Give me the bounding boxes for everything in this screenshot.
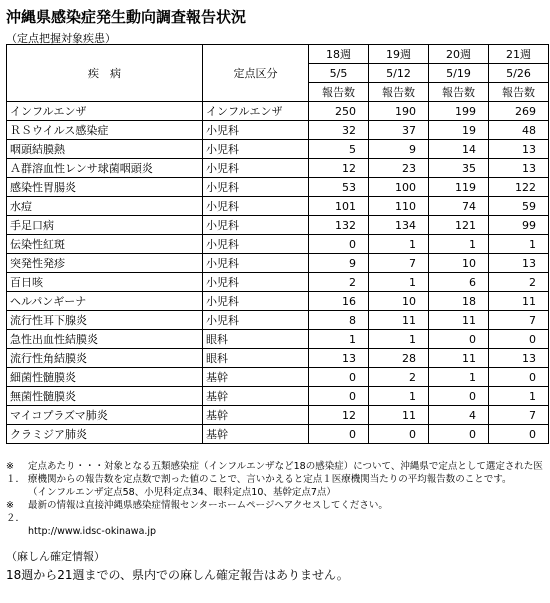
count-cell: 110 bbox=[369, 197, 429, 216]
category-cell: 基幹 bbox=[203, 425, 309, 444]
count-cell: 59 bbox=[489, 197, 549, 216]
count-cell: 13 bbox=[309, 349, 369, 368]
count-cell: 11 bbox=[369, 311, 429, 330]
date-header: 5/12 bbox=[369, 64, 429, 83]
count-cell: 7 bbox=[369, 254, 429, 273]
category-cell: 小児科 bbox=[203, 273, 309, 292]
count-cell: 13 bbox=[489, 159, 549, 178]
category-cell: 基幹 bbox=[203, 387, 309, 406]
table-row bbox=[7, 273, 549, 292]
count-cell: 2 bbox=[309, 273, 369, 292]
count-cell: 23 bbox=[369, 159, 429, 178]
count-cell: 11 bbox=[369, 406, 429, 425]
footnote-1-text: 定点あたり・・・対象となる五類感染症（インフルエンザなど18の感染症）について、沖縄県で定点として選定された医療機関からの報告数を定点数で割った値のことで、言いかえると定点１医療機関当たりの平均報告数のことです。 bbox=[28, 461, 543, 485]
count-cell: 0 bbox=[309, 368, 369, 387]
category-cell: 小児科 bbox=[203, 178, 309, 197]
table-row bbox=[7, 387, 549, 406]
count-cell: 7 bbox=[489, 311, 549, 330]
disease-name-cell: マイコプラズマ肺炎 bbox=[7, 406, 203, 425]
disease-name-cell: 咽頭結膜熱 bbox=[7, 140, 203, 159]
disease-name-cell: ＲＳウイルス感染症 bbox=[7, 121, 203, 140]
count-cell: 134 bbox=[369, 216, 429, 235]
category-cell: インフルエンザ bbox=[203, 102, 309, 121]
count-cell: 5 bbox=[309, 140, 369, 159]
count-cell: 0 bbox=[429, 425, 489, 444]
count-cell: 1 bbox=[429, 368, 489, 387]
count-cell: 74 bbox=[429, 197, 489, 216]
count-cell: 13 bbox=[489, 254, 549, 273]
category-cell: 小児科 bbox=[203, 159, 309, 178]
category-column-header: 定点区分 bbox=[203, 45, 309, 102]
table-row bbox=[7, 235, 549, 254]
count-cell: 18 bbox=[429, 292, 489, 311]
count-cell: 53 bbox=[309, 178, 369, 197]
count-cell: 190 bbox=[369, 102, 429, 121]
disease-name-cell: 流行性角結膜炎 bbox=[7, 349, 203, 368]
table-row bbox=[7, 178, 549, 197]
count-cell: 16 bbox=[309, 292, 369, 311]
count-cell: 0 bbox=[429, 330, 489, 349]
measles-text: 18週から21週までの、県内での麻しん確定報告はありません。 bbox=[6, 568, 349, 582]
disease-column-header: 疾 病 bbox=[7, 45, 203, 102]
table-row bbox=[7, 159, 549, 178]
category-cell: 小児科 bbox=[203, 311, 309, 330]
table-row bbox=[7, 311, 549, 330]
category-cell: 眼科 bbox=[203, 349, 309, 368]
count-label-header: 報告数 bbox=[309, 83, 369, 102]
count-cell: 100 bbox=[369, 178, 429, 197]
footnote-2-url-link[interactable]: http://www.idsc-okinawa.jp bbox=[28, 526, 157, 537]
count-label-header: 報告数 bbox=[369, 83, 429, 102]
count-cell: 11 bbox=[489, 292, 549, 311]
count-cell: 0 bbox=[489, 330, 549, 349]
count-cell: 1 bbox=[429, 235, 489, 254]
count-cell: 8 bbox=[309, 311, 369, 330]
count-cell: 35 bbox=[429, 159, 489, 178]
count-cell: 1 bbox=[369, 273, 429, 292]
count-cell: 0 bbox=[309, 387, 369, 406]
count-cell: 6 bbox=[429, 273, 489, 292]
footnote-2 bbox=[6, 499, 546, 525]
count-cell: 10 bbox=[429, 254, 489, 273]
disease-name-cell: クラミジア肺炎 bbox=[7, 425, 203, 444]
disease-name-cell: 伝染性紅斑 bbox=[7, 235, 203, 254]
count-cell: 1 bbox=[369, 387, 429, 406]
table-row bbox=[7, 330, 549, 349]
measles-heading: （麻しん確定情報） bbox=[6, 550, 105, 563]
count-cell: 119 bbox=[429, 178, 489, 197]
count-cell: 250 bbox=[309, 102, 369, 121]
disease-name-cell: 流行性耳下腺炎 bbox=[7, 311, 203, 330]
disease-name-cell: 無菌性髄膜炎 bbox=[7, 387, 203, 406]
count-cell: 99 bbox=[489, 216, 549, 235]
count-cell: 0 bbox=[489, 425, 549, 444]
count-cell: 2 bbox=[369, 368, 429, 387]
count-cell: 12 bbox=[309, 406, 369, 425]
disease-name-cell: 水痘 bbox=[7, 197, 203, 216]
count-cell: 13 bbox=[489, 140, 549, 159]
count-cell: 0 bbox=[309, 235, 369, 254]
disease-name-cell: ヘルパンギーナ bbox=[7, 292, 203, 311]
disease-report-table bbox=[6, 44, 549, 444]
count-cell: 28 bbox=[369, 349, 429, 368]
disease-name-cell: 突発性発疹 bbox=[7, 254, 203, 273]
count-label-header: 報告数 bbox=[489, 83, 549, 102]
count-cell: 101 bbox=[309, 197, 369, 216]
count-cell: 0 bbox=[309, 425, 369, 444]
disease-name-cell: 百日咳 bbox=[7, 273, 203, 292]
date-header: 5/19 bbox=[429, 64, 489, 83]
count-cell: 269 bbox=[489, 102, 549, 121]
table-row bbox=[7, 216, 549, 235]
count-label-header: 報告数 bbox=[429, 83, 489, 102]
page-title: 沖縄県感染症発生動向調査報告状況 bbox=[6, 8, 247, 26]
count-cell: 14 bbox=[429, 140, 489, 159]
disease-name-cell: 細菌性髄膜炎 bbox=[7, 368, 203, 387]
table-row bbox=[7, 254, 549, 273]
count-cell: 0 bbox=[369, 425, 429, 444]
category-cell: 小児科 bbox=[203, 216, 309, 235]
week-header: 21週 bbox=[489, 45, 549, 64]
table-row bbox=[7, 406, 549, 425]
count-cell: 32 bbox=[309, 121, 369, 140]
disease-name-cell: Ａ群溶血性レンサ球菌咽頭炎 bbox=[7, 159, 203, 178]
table-row bbox=[7, 349, 549, 368]
week-header: 19週 bbox=[369, 45, 429, 64]
count-cell: 9 bbox=[369, 140, 429, 159]
category-cell: 小児科 bbox=[203, 235, 309, 254]
category-cell: 基幹 bbox=[203, 406, 309, 425]
count-cell: 11 bbox=[429, 349, 489, 368]
table-row bbox=[7, 292, 549, 311]
count-cell: 0 bbox=[489, 368, 549, 387]
count-cell: 7 bbox=[489, 406, 549, 425]
category-cell: 基幹 bbox=[203, 368, 309, 387]
disease-name-cell: 手足口病 bbox=[7, 216, 203, 235]
count-cell: 37 bbox=[369, 121, 429, 140]
category-cell: 眼科 bbox=[203, 330, 309, 349]
date-header: 5/26 bbox=[489, 64, 549, 83]
count-cell: 1 bbox=[309, 330, 369, 349]
count-cell: 10 bbox=[369, 292, 429, 311]
table-row bbox=[7, 140, 549, 159]
disease-name-cell: 急性出血性結膜炎 bbox=[7, 330, 203, 349]
count-cell: 48 bbox=[489, 121, 549, 140]
category-cell: 小児科 bbox=[203, 197, 309, 216]
disease-name-cell: インフルエンザ bbox=[7, 102, 203, 121]
count-cell: 199 bbox=[429, 102, 489, 121]
footnotes bbox=[6, 460, 546, 538]
count-cell: 9 bbox=[309, 254, 369, 273]
count-cell: 2 bbox=[489, 273, 549, 292]
count-cell: 1 bbox=[369, 235, 429, 254]
category-cell: 小児科 bbox=[203, 292, 309, 311]
count-cell: 1 bbox=[489, 387, 549, 406]
disease-name-cell: 感染性胃腸炎 bbox=[7, 178, 203, 197]
category-cell: 小児科 bbox=[203, 121, 309, 140]
table-row bbox=[7, 368, 549, 387]
header-row-weeks bbox=[7, 45, 549, 64]
count-cell: 11 bbox=[429, 311, 489, 330]
count-cell: 132 bbox=[309, 216, 369, 235]
count-cell: 1 bbox=[369, 330, 429, 349]
count-cell: 121 bbox=[429, 216, 489, 235]
count-cell: 1 bbox=[489, 235, 549, 254]
category-cell: 小児科 bbox=[203, 140, 309, 159]
table-row bbox=[7, 102, 549, 121]
table-row bbox=[7, 197, 549, 216]
count-cell: 4 bbox=[429, 406, 489, 425]
footnote-1-mark: ※１． bbox=[6, 461, 26, 485]
category-cell: 小児科 bbox=[203, 254, 309, 273]
count-cell: 19 bbox=[429, 121, 489, 140]
table-row bbox=[7, 425, 549, 444]
date-header: 5/5 bbox=[309, 64, 369, 83]
week-header: 20週 bbox=[429, 45, 489, 64]
footnote-1-sub: （インフルエンザ定点58、小児科定点34、眼科定点10、基幹定点7点） bbox=[28, 487, 336, 498]
table-row bbox=[7, 121, 549, 140]
page-subtitle: （定点把握対象疾患） bbox=[6, 32, 116, 45]
count-cell: 122 bbox=[489, 178, 549, 197]
footnote-2-text: 最新の情報は直接沖縄県感染症情報センターホームページへアクセスしてください。 bbox=[28, 500, 388, 511]
footnote-1 bbox=[6, 460, 546, 486]
count-cell: 12 bbox=[309, 159, 369, 178]
count-cell: 13 bbox=[489, 349, 549, 368]
week-header: 18週 bbox=[309, 45, 369, 64]
footnote-2-mark: ※２． bbox=[6, 500, 26, 524]
count-cell: 0 bbox=[429, 387, 489, 406]
